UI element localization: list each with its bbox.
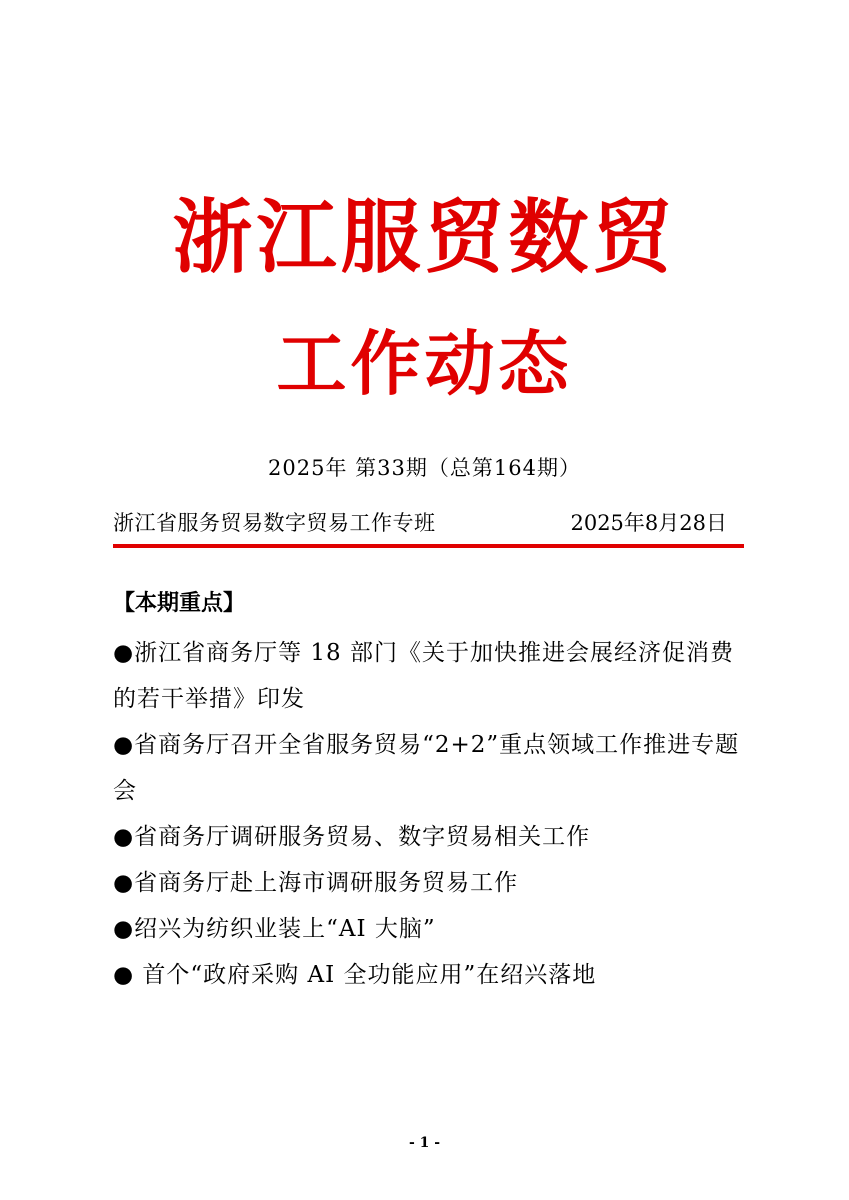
bullet-icon: ● bbox=[113, 732, 135, 758]
highlight-text: 省商务厅召开全省服务贸易“2+2”重点领域工作推进专题会 bbox=[113, 732, 740, 804]
highlight-item bbox=[113, 722, 744, 814]
highlight-item bbox=[113, 860, 744, 906]
highlight-item bbox=[113, 814, 744, 860]
highlight-item bbox=[113, 630, 744, 722]
highlight-item bbox=[113, 906, 744, 952]
highlight-text: 绍兴为纺织业装上“AI 大脑” bbox=[134, 916, 436, 942]
page-number: - 1 - bbox=[408, 1135, 441, 1151]
bullet-icon: ● bbox=[113, 962, 135, 988]
highlight-text: 省商务厅调研服务贸易、数字贸易相关工作 bbox=[134, 824, 591, 850]
publish-date: 2025年8月28日 bbox=[570, 511, 727, 535]
bullet-icon: ● bbox=[113, 824, 135, 850]
masthead-title: 浙江服贸数贸 bbox=[172, 191, 677, 284]
red-divider bbox=[113, 544, 744, 548]
highlight-text: 首个“政府采购 AI 全功能应用”在绍兴落地 bbox=[134, 962, 597, 988]
highlights-list bbox=[113, 630, 744, 998]
bullet-icon: ● bbox=[113, 870, 135, 896]
publisher-name: 浙江省服务贸易数字贸易工作专班 bbox=[113, 511, 436, 535]
bullet-icon: ● bbox=[113, 640, 135, 666]
highlight-text: 省商务厅赴上海市调研服务贸易工作 bbox=[134, 870, 519, 896]
highlight-item bbox=[113, 952, 744, 998]
masthead-subtitle: 工作动态 bbox=[276, 323, 573, 405]
bullet-icon: ● bbox=[113, 916, 135, 942]
highlight-text: 浙江省商务厅等 18 部门《关于加快推进会展经济促消费的若干举措》印发 bbox=[113, 640, 734, 712]
issue-number: 2025年 第33期（总第164期） bbox=[268, 456, 581, 480]
highlights-heading: 【本期重点】 bbox=[113, 591, 246, 616]
